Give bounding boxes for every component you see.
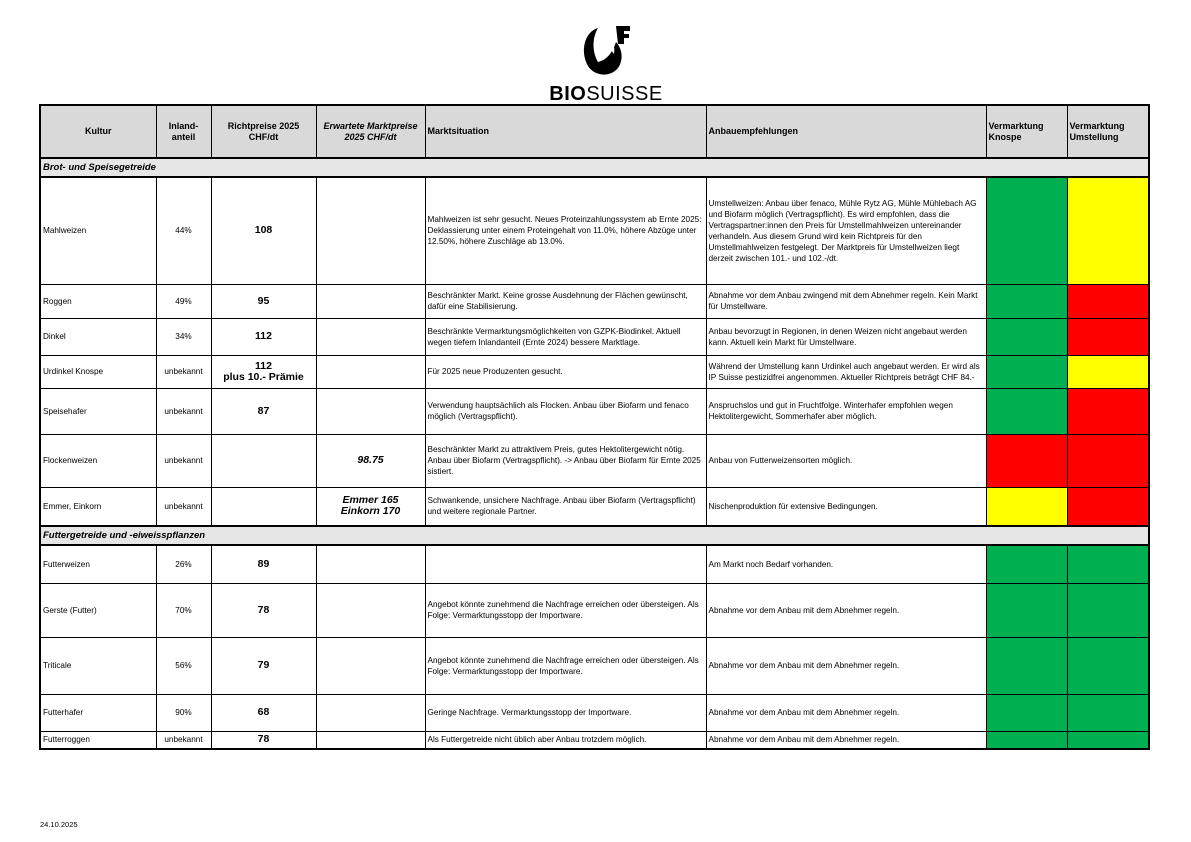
umstellung-status-cell — [1067, 177, 1149, 284]
marktsituation-cell: Mahlweizen ist sehr gesucht. Neues Proteinzahlungssystem ab Ernte 2025: Deklassierung unter einem Proteingehalt von 11.0%, höhere Abzüge unter 12.50%, höhere Zuschläge ab 13.0%. — [425, 177, 706, 284]
inland-cell: 90% — [156, 694, 211, 731]
header-umstellung: Vermarktung Umstellung — [1067, 105, 1149, 158]
knospe-status-cell — [986, 583, 1067, 637]
umstellung-status-cell — [1067, 487, 1149, 526]
table-row — [40, 545, 1149, 583]
umstellung-status-cell — [1067, 434, 1149, 487]
kultur-cell: Futterroggen — [40, 731, 156, 749]
table-row — [40, 355, 1149, 388]
marktpreis-cell — [316, 694, 425, 731]
umstellung-status-cell — [1067, 318, 1149, 355]
richtpreis-cell — [211, 583, 316, 637]
inland-cell: 44% — [156, 177, 211, 284]
knospe-status-cell — [986, 434, 1067, 487]
richtpreis-cell — [211, 177, 316, 284]
richtpreis-value: 95 — [257, 294, 270, 307]
knospe-status-cell — [986, 388, 1067, 434]
marktpreis-cell — [316, 583, 425, 637]
richtpreis-value: 112 — [255, 330, 272, 342]
section-header — [40, 526, 1149, 545]
logo-wordmark: BIOSUISSE — [549, 83, 663, 105]
kultur-cell: Mahlweizen — [40, 177, 156, 284]
marktpreis-cell — [316, 731, 425, 749]
richtpreis-cell — [211, 694, 316, 731]
richtpreis-cell — [211, 355, 316, 388]
anbau-cell: Während der Umstellung kann Urdinkel auch angebaut werden. Er wird als IP Suisse pestizidfrei angenommen. Aktueller Richtpreis beträgt CHF 84.- — [706, 355, 986, 388]
marktpreis-value: 98.75 — [357, 454, 384, 466]
anbau-cell: Anbau von Futterweizensorten möglich. — [706, 434, 986, 487]
marktpreis-cell — [316, 434, 425, 487]
knospe-status-cell — [986, 545, 1067, 583]
table-row — [40, 731, 1149, 749]
inland-cell: 56% — [156, 637, 211, 694]
anbau-cell: Umstellweizen: Anbau über fenaco, Mühle Rytz AG, Mühle Mühlebach AG und Biofarm möglich (Vertragspflicht). Es wird empfohlen, dass die Vertragspartner:innen den Preis für Umstellmahlweizen untereinander verhandeln. Aus diesem Grund wird kein Richtpreis für den Umstellmahlweizen festgelegt. Der Marktpreis für Umstellweizen liegt derzeit zwischen 101.- und 102.-/dt. — [706, 177, 986, 284]
richtpreis-cell — [211, 318, 316, 355]
marktpreis-value: Emmer 165 — [342, 494, 399, 507]
marktpreis-cell — [316, 355, 425, 388]
anbau-cell: Abnahme vor dem Anbau mit dem Abnehmer regeln. — [706, 694, 986, 731]
section-title: Futtergetreide und -eiweisspflanzen — [40, 526, 1149, 545]
richtpreis-value: 89 — [257, 557, 270, 570]
kultur-cell: Flockenweizen — [40, 434, 156, 487]
marktpreis-cell — [316, 388, 425, 434]
kultur-cell: Gerste (Futter) — [40, 583, 156, 637]
anbau-cell: Anspruchslos und gut in Fruchtfolge. Winterhafer empfohlen wegen Hektolitergewicht, Sommerhafer aber möglich. — [706, 388, 986, 434]
knospe-status-cell — [986, 731, 1067, 749]
header-marktsituation: Marktsituation — [425, 105, 706, 158]
knospe-status-cell — [986, 177, 1067, 284]
marktpreis-cell — [316, 318, 425, 355]
inland-cell: unbekannt — [156, 731, 211, 749]
anbau-cell: Abnahme vor dem Anbau mit dem Abnehmer regeln. — [706, 583, 986, 637]
marktsituation-cell: Als Futtergetreide nicht üblich aber Anbau trotzdem möglich. — [425, 731, 706, 749]
section-title: Brot- und Speisegetreide — [40, 158, 1149, 177]
richtpreis-cell — [211, 637, 316, 694]
richtpreis-extra: plus 10.- Prämie — [223, 370, 304, 383]
anbau-cell: Am Markt noch Bedarf vorhanden. — [706, 545, 986, 583]
table-row — [40, 434, 1149, 487]
richtpreis-cell — [211, 487, 316, 526]
marktsituation-cell: Schwankende, unsichere Nachfrage. Anbau über Biofarm (Vertragspflicht) und weitere regionale Partner. — [425, 487, 706, 526]
marktpreis-cell — [316, 637, 425, 694]
knospe-status-cell — [986, 318, 1067, 355]
table-row — [40, 318, 1149, 355]
umstellung-status-cell — [1067, 583, 1149, 637]
bio-suisse-logo — [548, 22, 664, 105]
richtpreis-value: 87 — [257, 404, 270, 417]
inland-cell: unbekannt — [156, 355, 211, 388]
inland-cell: 34% — [156, 318, 211, 355]
table-row — [40, 177, 1149, 284]
table-row — [40, 284, 1149, 318]
marktpreis-cell — [316, 487, 425, 526]
kultur-cell: Dinkel — [40, 318, 156, 355]
marktsituation-cell: Beschränkte Vermarktungsmöglichkeiten von GZPK-Biodinkel. Aktuell wegen tiefem Inlandanteil (Ernte 2024) bessere Marktlage. — [425, 318, 706, 355]
marktsituation-cell: Beschränkter Markt zu attraktivem Preis, gutes Hektolitergewicht nötig. Anbau über Biofarm (Vertragspflicht). -> Anbau über Biofarm für Ernte 2025 sistiert. — [425, 434, 706, 487]
knospe-status-cell — [986, 637, 1067, 694]
kultur-cell: Futterweizen — [40, 545, 156, 583]
inland-cell: unbekannt — [156, 487, 211, 526]
anbau-cell: Abnahme vor dem Anbau zwingend mit dem Abnehmer regeln. Kein Markt für Umstellware. — [706, 284, 986, 318]
kultur-cell: Emmer, Einkorn — [40, 487, 156, 526]
inland-cell: 26% — [156, 545, 211, 583]
umstellung-status-cell — [1067, 637, 1149, 694]
marktsituation-cell: Angebot könnte zunehmend die Nachfrage erreichen oder übersteigen. Als Folge: Vermarktungsstopp der Importware. — [425, 583, 706, 637]
marktsituation-cell — [425, 545, 706, 583]
anbau-cell: Nischenproduktion für extensive Bedingungen. — [706, 487, 986, 526]
kultur-cell: Speisehafer — [40, 388, 156, 434]
bud-logo-icon — [580, 22, 632, 80]
table-header-row — [40, 105, 1149, 158]
umstellung-status-cell — [1067, 388, 1149, 434]
richtpreis-value: 112 — [255, 359, 272, 372]
richtpreis-value: 78 — [257, 733, 270, 746]
richtpreis-value: 68 — [257, 706, 270, 718]
inland-cell: unbekannt — [156, 388, 211, 434]
umstellung-status-cell — [1067, 284, 1149, 318]
header-erwartete: Erwartete Marktpreise 2025 CHF/dt — [316, 105, 425, 158]
header-kultur: Kultur — [40, 105, 156, 158]
marktsituation-cell: Für 2025 neue Produzenten gesucht. — [425, 355, 706, 388]
table-row — [40, 487, 1149, 526]
umstellung-status-cell — [1067, 545, 1149, 583]
footer-date: 24.10.2025 — [40, 820, 78, 829]
header-knospe: Vermarktung Knospe — [986, 105, 1067, 158]
marktpreis-cell — [316, 284, 425, 318]
table-row — [40, 694, 1149, 731]
knospe-status-cell — [986, 487, 1067, 526]
marktsituation-cell: Beschränkter Markt. Keine grosse Ausdehnung der Flächen gewünscht, dafür eine Stabilisierung. — [425, 284, 706, 318]
knospe-status-cell — [986, 284, 1067, 318]
kultur-cell: Triticale — [40, 637, 156, 694]
marktpreis-value-2: Einkorn 170 — [340, 505, 401, 518]
inland-cell: 70% — [156, 583, 211, 637]
inland-cell: unbekannt — [156, 434, 211, 487]
richtpreis-cell — [211, 545, 316, 583]
richtpreis-value: 79 — [257, 659, 270, 671]
umstellung-status-cell — [1067, 355, 1149, 388]
kultur-cell: Urdinkel Knospe — [40, 355, 156, 388]
header-richtpreise: Richtpreise 2025 CHF/dt — [211, 105, 316, 158]
header-inland: Inland-anteil — [156, 105, 211, 158]
marktsituation-cell: Angebot könnte zunehmend die Nachfrage erreichen oder übersteigen. Als Folge: Vermarktungsstopp der Importware. — [425, 637, 706, 694]
marktpreis-cell — [316, 545, 425, 583]
price-table — [39, 104, 1150, 750]
header-anbau: Anbauempfehlungen — [706, 105, 986, 158]
table-row — [40, 388, 1149, 434]
marktsituation-cell: Geringe Nachfrage. Vermarktungsstopp der Importware. — [425, 694, 706, 731]
richtpreis-cell — [211, 731, 316, 749]
section-header — [40, 158, 1149, 177]
richtpreis-value: 108 — [254, 224, 273, 237]
richtpreis-value: 78 — [257, 603, 270, 616]
marktsituation-cell: Verwendung hauptsächlich als Flocken. Anbau über Biofarm und fenaco möglich (Vertragspflicht). — [425, 388, 706, 434]
richtpreis-cell — [211, 434, 316, 487]
table-row — [40, 637, 1149, 694]
kultur-cell: Roggen — [40, 284, 156, 318]
umstellung-status-cell — [1067, 694, 1149, 731]
umstellung-status-cell — [1067, 731, 1149, 749]
kultur-cell: Futterhafer — [40, 694, 156, 731]
knospe-status-cell — [986, 694, 1067, 731]
marktpreis-cell — [316, 177, 425, 284]
knospe-status-cell — [986, 355, 1067, 388]
anbau-cell: Abnahme vor dem Anbau mit dem Abnehmer regeln. — [706, 731, 986, 749]
richtpreis-cell — [211, 284, 316, 318]
richtpreis-cell — [211, 388, 316, 434]
inland-cell: 49% — [156, 284, 211, 318]
anbau-cell: Abnahme vor dem Anbau mit dem Abnehmer regeln. — [706, 637, 986, 694]
anbau-cell: Anbau bevorzugt in Regionen, in denen Weizen nicht angebaut werden kann. Aktuell kein Markt für Umstellware. — [706, 318, 986, 355]
table-row — [40, 583, 1149, 637]
